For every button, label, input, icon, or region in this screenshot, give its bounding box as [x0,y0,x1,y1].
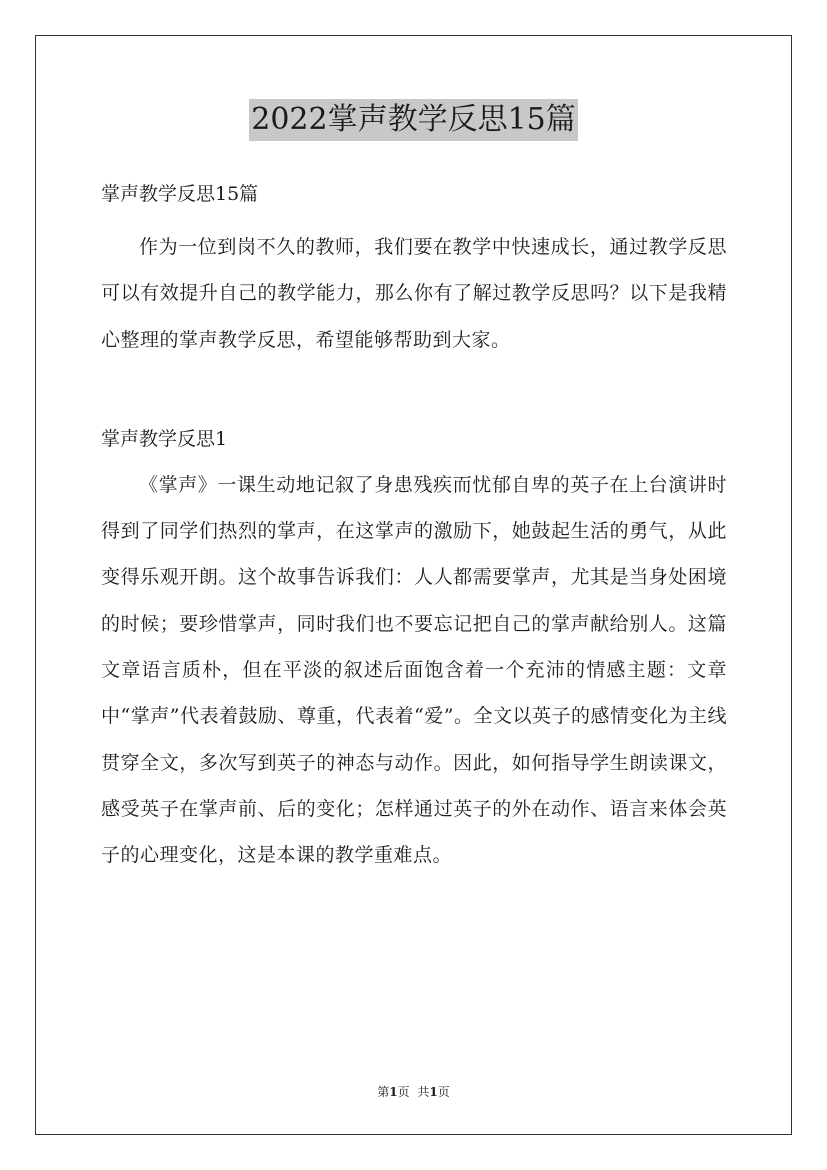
page-footer [0,1083,827,1100]
title-container [0,99,827,141]
document-title: 2022掌声教学反思15篇 [249,99,578,141]
section-heading: 掌声教学反思1 [101,427,228,450]
footer-total-pages: 1 [429,1085,438,1099]
document-subtitle: 掌声教学反思15篇 [101,183,259,205]
footer-total-suffix: 页 [437,1085,450,1099]
footer-page-suffix: 页 [397,1085,410,1099]
footer-page-number: 1 [389,1085,398,1099]
intro-paragraph: 作为一位到岗不久的教师，我们要在教学中快速成长，通过教学反思可以有效提升自己的教学能力，那么你有了解过教学反思吗？以下是我精心整理的掌声教学反思，希望能够帮助到大家。 [101,236,727,351]
footer-page-prefix: 第 [377,1085,390,1099]
document-body [101,171,727,879]
section-paragraph: 《掌声》一课生动地记叙了身患残疾而忧郁自卑的英子在上台演讲时得到了同学们热烈的掌声，在这掌声的激励下，她鼓起生活的勇气，从此变得乐观开朗。这个故事告诉我们：人人都需要掌声，尤其是当身处困境的时候；要珍惜掌声，同时我们也不要忘记把自己的掌声献给别人。这篇文章语言质朴，但在平淡的叙述后面饱含着一个充沛的情感主题：文章中“掌声”代表着鼓励、尊重，代表着“爱”。全文以英子的感情变化为主线贯穿全文，多次写到英子的神态与动作。因此，如何指导学生朗读课文，感受英子在掌声前、后的变化；怎样通过英子的外在动作、语言来体会英子的心理变化，这是本课的教学重难点。 [101,473,727,867]
footer-total-prefix: 共 [417,1085,430,1099]
